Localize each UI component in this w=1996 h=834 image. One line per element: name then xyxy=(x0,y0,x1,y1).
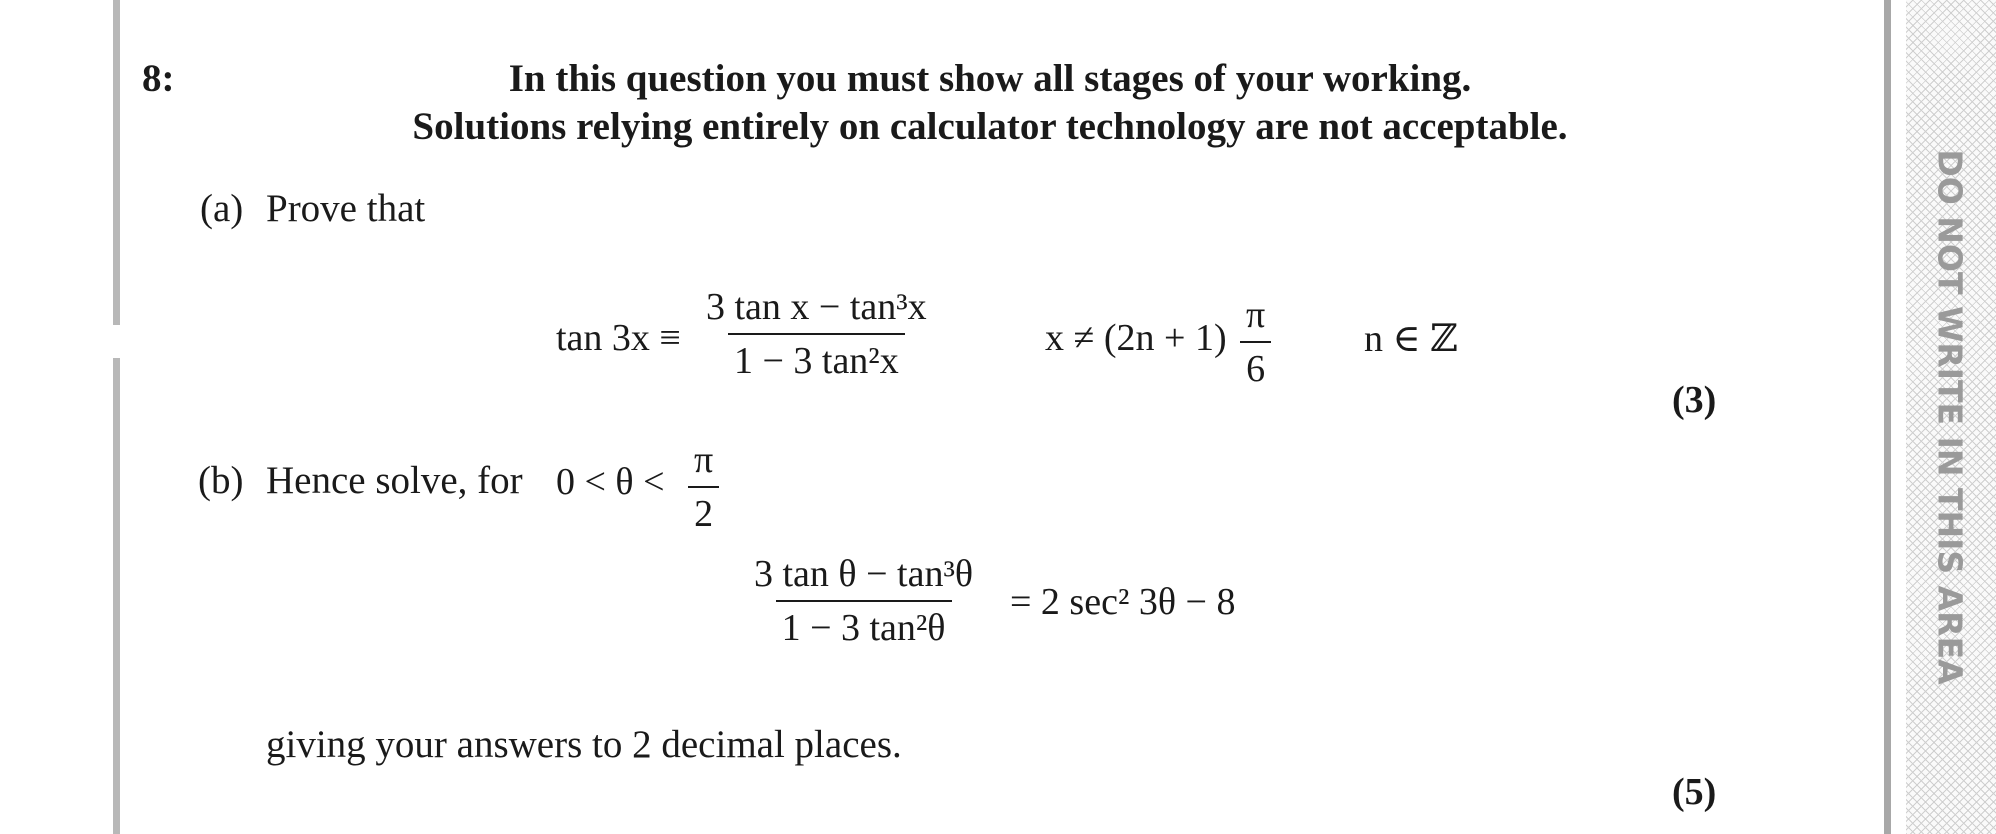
part-a-label: (a) xyxy=(200,187,244,230)
instruction-line-1: In this question you must show all stages of your working. xyxy=(508,57,1472,100)
part-a-lhs: tan 3x ≡ xyxy=(556,317,681,359)
left-margin-rule-bottom xyxy=(113,358,120,834)
right-margin-rule xyxy=(1884,0,1891,834)
part-a-set-condition: n ∈ ℤ xyxy=(1364,318,1458,360)
pi-over-2-denominator: 2 xyxy=(688,486,719,536)
part-b-range-fraction xyxy=(688,438,719,536)
part-b-marks: (5) xyxy=(1672,771,1717,813)
part-b-label: (b) xyxy=(198,459,244,502)
part-b-fraction xyxy=(748,552,979,650)
part-b-range: 0 < θ < xyxy=(556,461,665,503)
part-a-condition-fraction xyxy=(1240,293,1271,391)
part-b-text: Hence solve, for xyxy=(266,459,523,502)
question-number: 8: xyxy=(142,57,175,100)
part-a-numerator: 3 tan x − tan³x xyxy=(706,286,927,328)
part-b-numerator: 3 tan θ − tan³θ xyxy=(754,553,974,595)
part-a-denominator: 1 − 3 tan²x xyxy=(728,333,905,383)
part-b-trailing-text: giving your answers to 2 decimal places. xyxy=(266,723,902,766)
pi-over-6-denominator: 6 xyxy=(1240,341,1271,391)
part-a-condition: x ≠ (2n + 1) xyxy=(1045,317,1227,359)
pi-over-6-numerator: π xyxy=(1246,294,1266,336)
instruction-line-2: Solutions relying entirely on calculator technology are not acceptable. xyxy=(412,105,1568,148)
part-b-rhs: = 2 sec² 3θ − 8 xyxy=(1010,581,1236,623)
part-a-marks: (3) xyxy=(1672,379,1717,421)
part-a-fraction xyxy=(700,285,933,383)
do-not-write-label: DO NOT WRITE IN THIS AREA xyxy=(1930,149,1970,685)
part-b-denominator: 1 − 3 tan²θ xyxy=(776,600,952,650)
pi-over-2-numerator: π xyxy=(694,439,714,481)
part-a-text: Prove that xyxy=(266,187,426,230)
left-margin-rule-top xyxy=(113,0,120,325)
